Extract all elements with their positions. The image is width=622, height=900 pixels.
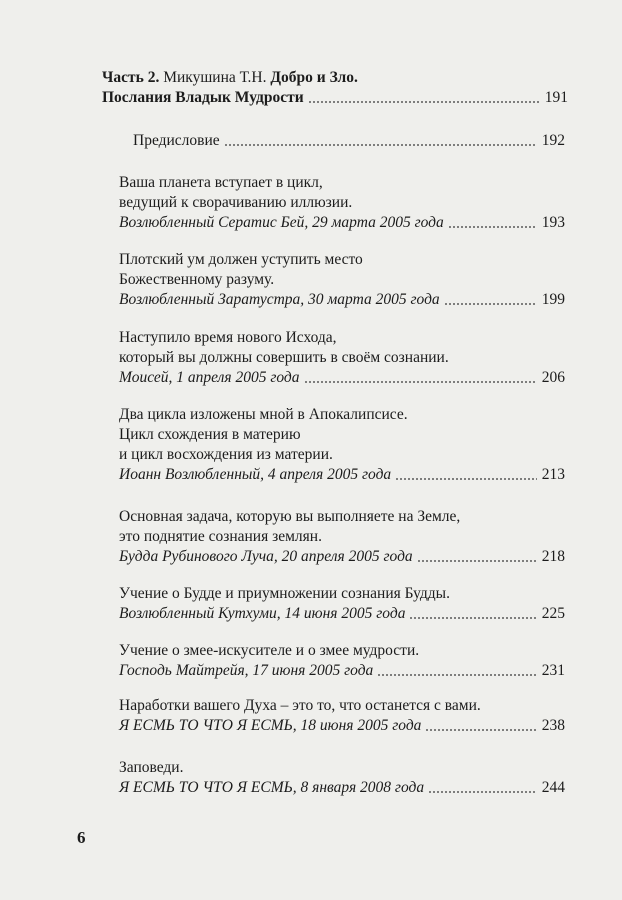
toc-entry xyxy=(119,584,565,624)
toc-entry xyxy=(119,250,565,310)
entry-leader-line xyxy=(119,661,565,681)
entry-title-line: Заповеди. xyxy=(119,759,184,776)
entry-attribution: Возлюбленный Сератис Бей, 29 марта 2005 года xyxy=(119,214,444,231)
entry-title-line: и цикл восхождения из материи. xyxy=(119,446,333,463)
page-number: 6 xyxy=(77,828,86,847)
part-label: Часть 2. xyxy=(102,69,160,86)
page-ref: 199 xyxy=(541,291,565,308)
dot-leader xyxy=(448,225,537,229)
entry-leader-line xyxy=(119,604,565,624)
entry-attribution: Я ЕСМЬ ТО ЧТО Я ЕСМЬ, 18 июня 2005 года xyxy=(119,717,422,734)
dot-leader xyxy=(304,380,537,384)
toc-entry xyxy=(119,696,565,736)
toc-entry xyxy=(119,405,565,485)
toc-entry xyxy=(119,328,565,388)
entry-attribution: Возлюбленный Заратустра, 30 марта 2005 года xyxy=(119,291,440,308)
entry-title-line: Наступило время нового Исхода, xyxy=(119,329,337,346)
entry-title-line: ведущий к сворачиванию иллюзии. xyxy=(119,194,353,211)
book-subtitle: Послания Владык Мудрости xyxy=(102,89,304,106)
entry-attribution: Господь Майтрейя, 17 июня 2005 года xyxy=(119,662,374,679)
entry-title-line: Два цикла изложены мной в Апокалипсисе. xyxy=(119,406,408,423)
entry-leader-line xyxy=(119,716,565,736)
entry-leader-line xyxy=(119,290,565,310)
page-ref: 191 xyxy=(544,89,568,106)
toc-entry xyxy=(119,758,565,798)
entry-title-line: Божественному разуму. xyxy=(119,271,275,288)
dot-leader xyxy=(395,477,537,481)
entry-title-line: Ваша планета вступает в цикл, xyxy=(119,174,323,191)
page-ref: 225 xyxy=(541,605,565,622)
entry-title-line: Цикл схождения в материю xyxy=(119,426,301,443)
entry-attribution: Будда Рубинового Луча, 20 апреля 2005 года xyxy=(119,548,413,565)
entry-attribution: Возлюбленный Кутхуми, 14 июня 2005 года xyxy=(119,605,406,622)
entry-leader-line xyxy=(119,368,565,388)
entry-title-line: который вы должны совершить в своём сознании. xyxy=(119,349,449,366)
page-ref: 206 xyxy=(541,369,565,386)
dot-leader xyxy=(428,790,537,794)
dot-leader xyxy=(444,302,537,306)
entry-leader-line xyxy=(119,547,565,567)
entry-title: Предисловие xyxy=(133,132,220,149)
dot-leader xyxy=(417,559,537,563)
entry-title-line: это поднятие сознания землян. xyxy=(119,528,322,545)
entry-leader-line xyxy=(119,465,565,485)
entry-title-line: Учение о змее-искусителе и о змее мудрости. xyxy=(119,642,420,659)
entry-title-line: Наработки вашего Духа – это то, что останется с вами. xyxy=(119,697,481,714)
heading-line-2 xyxy=(102,88,568,108)
book-title: Добро и Зло. xyxy=(270,69,358,86)
dot-leader xyxy=(425,728,536,732)
page-ref: 218 xyxy=(541,548,565,565)
page-ref: 238 xyxy=(541,717,565,734)
dot-leader xyxy=(308,100,540,104)
entry-leader-line xyxy=(119,213,565,233)
entry-leader-line xyxy=(133,131,565,151)
toc-entry xyxy=(119,173,565,233)
dot-leader xyxy=(224,143,537,147)
entry-attribution: Моисей, 1 апреля 2005 года xyxy=(119,369,300,386)
toc-entry xyxy=(133,131,565,151)
entry-attribution: Иоанн Возлюбленный, 4 апреля 2005 года xyxy=(119,466,392,483)
toc-entry xyxy=(119,507,565,567)
entry-title-line: Основная задача, которую вы выполняете на Земле, xyxy=(119,508,461,525)
heading-line-1 xyxy=(102,68,568,88)
entry-leader-line xyxy=(119,778,565,798)
toc-entry xyxy=(119,641,565,681)
page-ref: 213 xyxy=(541,466,565,483)
author-name: Микушина Т.Н. xyxy=(163,69,267,86)
page-ref: 231 xyxy=(541,662,565,679)
entry-title-line: Учение о Будде и приумножении сознания Будды. xyxy=(119,585,450,602)
page-ref: 192 xyxy=(541,132,565,149)
entry-attribution: Я ЕСМЬ ТО ЧТО Я ЕСМЬ, 8 января 2008 года xyxy=(119,779,425,796)
dot-leader xyxy=(377,673,536,677)
entry-title-line: Плотский ум должен уступить место xyxy=(119,251,363,268)
page-ref: 244 xyxy=(541,779,565,796)
dot-leader xyxy=(409,616,536,620)
page-ref: 193 xyxy=(541,214,565,231)
section-heading xyxy=(102,68,568,108)
